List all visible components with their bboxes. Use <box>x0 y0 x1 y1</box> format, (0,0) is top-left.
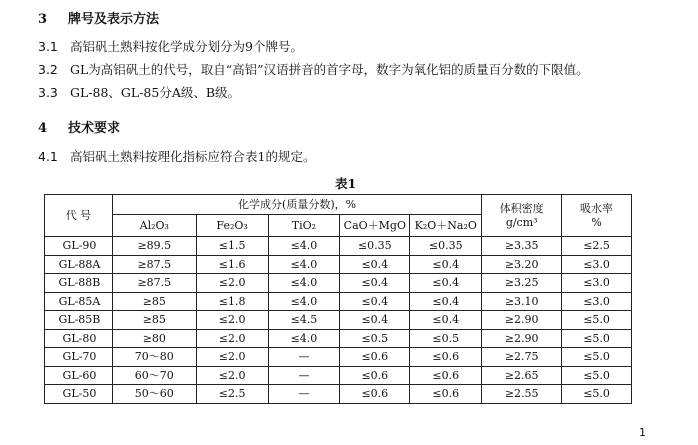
header-chemical-composition: 化学成分(质量分数)，% <box>112 195 481 215</box>
cell-water-absorption: ≤3.0 <box>562 292 632 311</box>
cell-tio2: ≤4.0 <box>268 255 340 274</box>
cell-al2o3: 50～60 <box>112 385 196 404</box>
clause-text: 高铝矾土熟料按理化指标应符合表1的规定。 <box>70 149 316 164</box>
cell-bulk-density: ≥2.55 <box>482 385 562 404</box>
header-code: 代 号 <box>45 195 113 237</box>
table-row <box>45 255 632 274</box>
cell-tio2: ≤4.0 <box>268 237 340 256</box>
cell-code: GL-60 <box>45 366 113 385</box>
header-bulk-density-label: 体积密度 <box>499 201 544 215</box>
paragraph-3-3 <box>38 83 240 101</box>
cell-tio2: ≤4.0 <box>268 274 340 293</box>
cell-bulk-density: ≥2.75 <box>482 348 562 367</box>
paragraph-4-1 <box>38 147 315 165</box>
page-number: 1 <box>639 426 646 439</box>
cell-k2o-na2o: ≤0.6 <box>410 385 482 404</box>
cell-bulk-density: ≥3.35 <box>482 237 562 256</box>
clause-number: 4.1 <box>38 149 58 164</box>
cell-water-absorption: ≤5.0 <box>562 329 632 348</box>
cell-fe2o3: ≤2.0 <box>196 329 268 348</box>
clause-text: GL-88、GL-85分A级、B级。 <box>70 85 241 100</box>
clause-number: 3.2 <box>38 62 58 77</box>
cell-k2o-na2o: ≤0.5 <box>410 329 482 348</box>
section-number: 3 <box>38 12 48 27</box>
header-k2o-na2o: K₂O＋Na₂O <box>410 215 482 237</box>
header-fe2o3: Fe₂O₃ <box>196 215 268 237</box>
cell-al2o3: ≥80 <box>112 329 196 348</box>
cell-fe2o3: ≤1.8 <box>196 292 268 311</box>
cell-tio2: — <box>268 366 340 385</box>
table-row <box>45 348 632 367</box>
properties-table <box>44 194 632 404</box>
cell-cao-mgo: ≤0.4 <box>340 255 410 274</box>
cell-fe2o3: ≤2.5 <box>196 385 268 404</box>
table-caption: 表1 <box>335 176 357 191</box>
cell-k2o-na2o: ≤0.6 <box>410 366 482 385</box>
cell-fe2o3: ≤2.0 <box>196 311 268 330</box>
cell-code: GL-85A <box>45 292 113 311</box>
cell-code: GL-50 <box>45 385 113 404</box>
cell-bulk-density: ≥2.90 <box>482 329 562 348</box>
table-row <box>45 292 632 311</box>
cell-tio2: ≤4.0 <box>268 329 340 348</box>
table-header-row <box>45 195 632 215</box>
table-row <box>45 366 632 385</box>
cell-cao-mgo: ≤0.4 <box>340 292 410 311</box>
clause-number: 3.3 <box>38 85 58 100</box>
section-title: 牌号及表示方法 <box>68 12 160 27</box>
cell-k2o-na2o: ≤0.35 <box>410 237 482 256</box>
table-row <box>45 385 632 404</box>
cell-bulk-density: ≥2.90 <box>482 311 562 330</box>
cell-water-absorption: ≤5.0 <box>562 311 632 330</box>
cell-bulk-density: ≥3.20 <box>482 255 562 274</box>
header-water-absorption-unit: % <box>591 215 602 229</box>
table-body <box>45 237 632 404</box>
cell-al2o3: ≥85 <box>112 292 196 311</box>
cell-cao-mgo: ≤0.4 <box>340 274 410 293</box>
cell-code: GL-85B <box>45 311 113 330</box>
header-al2o3: Al₂O₃ <box>112 215 196 237</box>
cell-al2o3: ≥87.5 <box>112 255 196 274</box>
table-row <box>45 237 632 256</box>
cell-code: GL-88A <box>45 255 113 274</box>
cell-fe2o3: ≤1.5 <box>196 237 268 256</box>
cell-k2o-na2o: ≤0.4 <box>410 255 482 274</box>
section-title: 技术要求 <box>68 121 121 136</box>
cell-al2o3: 60～70 <box>112 366 196 385</box>
cell-tio2: — <box>268 348 340 367</box>
cell-cao-mgo: ≤0.6 <box>340 348 410 367</box>
header-water-absorption-label: 吸水率 <box>580 201 614 215</box>
cell-water-absorption: ≤3.0 <box>562 274 632 293</box>
header-bulk-density <box>482 195 562 237</box>
cell-al2o3: ≥87.5 <box>112 274 196 293</box>
cell-k2o-na2o: ≤0.4 <box>410 274 482 293</box>
cell-water-absorption: ≤5.0 <box>562 348 632 367</box>
cell-bulk-density: ≥3.25 <box>482 274 562 293</box>
section-3-heading <box>38 8 159 27</box>
paragraph-3-2 <box>38 60 589 78</box>
cell-bulk-density: ≥3.10 <box>482 292 562 311</box>
cell-fe2o3: ≤2.0 <box>196 366 268 385</box>
clause-text: GL为高铝矾土的代号，取自“高铝”汉语拼音的首字母，数字为氧化铝的质量百分数的下限值。 <box>70 62 589 77</box>
header-bulk-density-unit: g/cm³ <box>505 215 538 229</box>
cell-cao-mgo: ≤0.6 <box>340 366 410 385</box>
clause-number: 3.1 <box>38 39 58 54</box>
cell-code: GL-80 <box>45 329 113 348</box>
paragraph-3-1 <box>38 37 303 55</box>
cell-al2o3: 70～80 <box>112 348 196 367</box>
cell-cao-mgo: ≤0.5 <box>340 329 410 348</box>
cell-fe2o3: ≤2.0 <box>196 274 268 293</box>
table-row <box>45 329 632 348</box>
cell-water-absorption: ≤3.0 <box>562 255 632 274</box>
section-number: 4 <box>38 121 48 136</box>
cell-fe2o3: ≤1.6 <box>196 255 268 274</box>
header-cao-mgo: CaO＋MgO <box>340 215 410 237</box>
cell-k2o-na2o: ≤0.4 <box>410 311 482 330</box>
cell-cao-mgo: ≤0.35 <box>340 237 410 256</box>
header-water-absorption <box>562 195 632 237</box>
cell-fe2o3: ≤2.0 <box>196 348 268 367</box>
cell-al2o3: ≥89.5 <box>112 237 196 256</box>
cell-code: GL-90 <box>45 237 113 256</box>
cell-cao-mgo: ≤0.6 <box>340 385 410 404</box>
cell-tio2: ≤4.0 <box>268 292 340 311</box>
cell-cao-mgo: ≤0.4 <box>340 311 410 330</box>
cell-bulk-density: ≥2.65 <box>482 366 562 385</box>
cell-water-absorption: ≤2.5 <box>562 237 632 256</box>
cell-water-absorption: ≤5.0 <box>562 385 632 404</box>
clause-text: 高铝矾土熟料按化学成分划分为9个牌号。 <box>70 39 303 54</box>
section-4-heading <box>38 117 120 136</box>
table-row <box>45 311 632 330</box>
cell-code: GL-70 <box>45 348 113 367</box>
cell-tio2: — <box>268 385 340 404</box>
cell-code: GL-88B <box>45 274 113 293</box>
cell-k2o-na2o: ≤0.6 <box>410 348 482 367</box>
cell-k2o-na2o: ≤0.4 <box>410 292 482 311</box>
cell-water-absorption: ≤5.0 <box>562 366 632 385</box>
cell-tio2: ≤4.5 <box>268 311 340 330</box>
header-tio2: TiO₂ <box>268 215 340 237</box>
table-row <box>45 274 632 293</box>
cell-al2o3: ≥85 <box>112 311 196 330</box>
